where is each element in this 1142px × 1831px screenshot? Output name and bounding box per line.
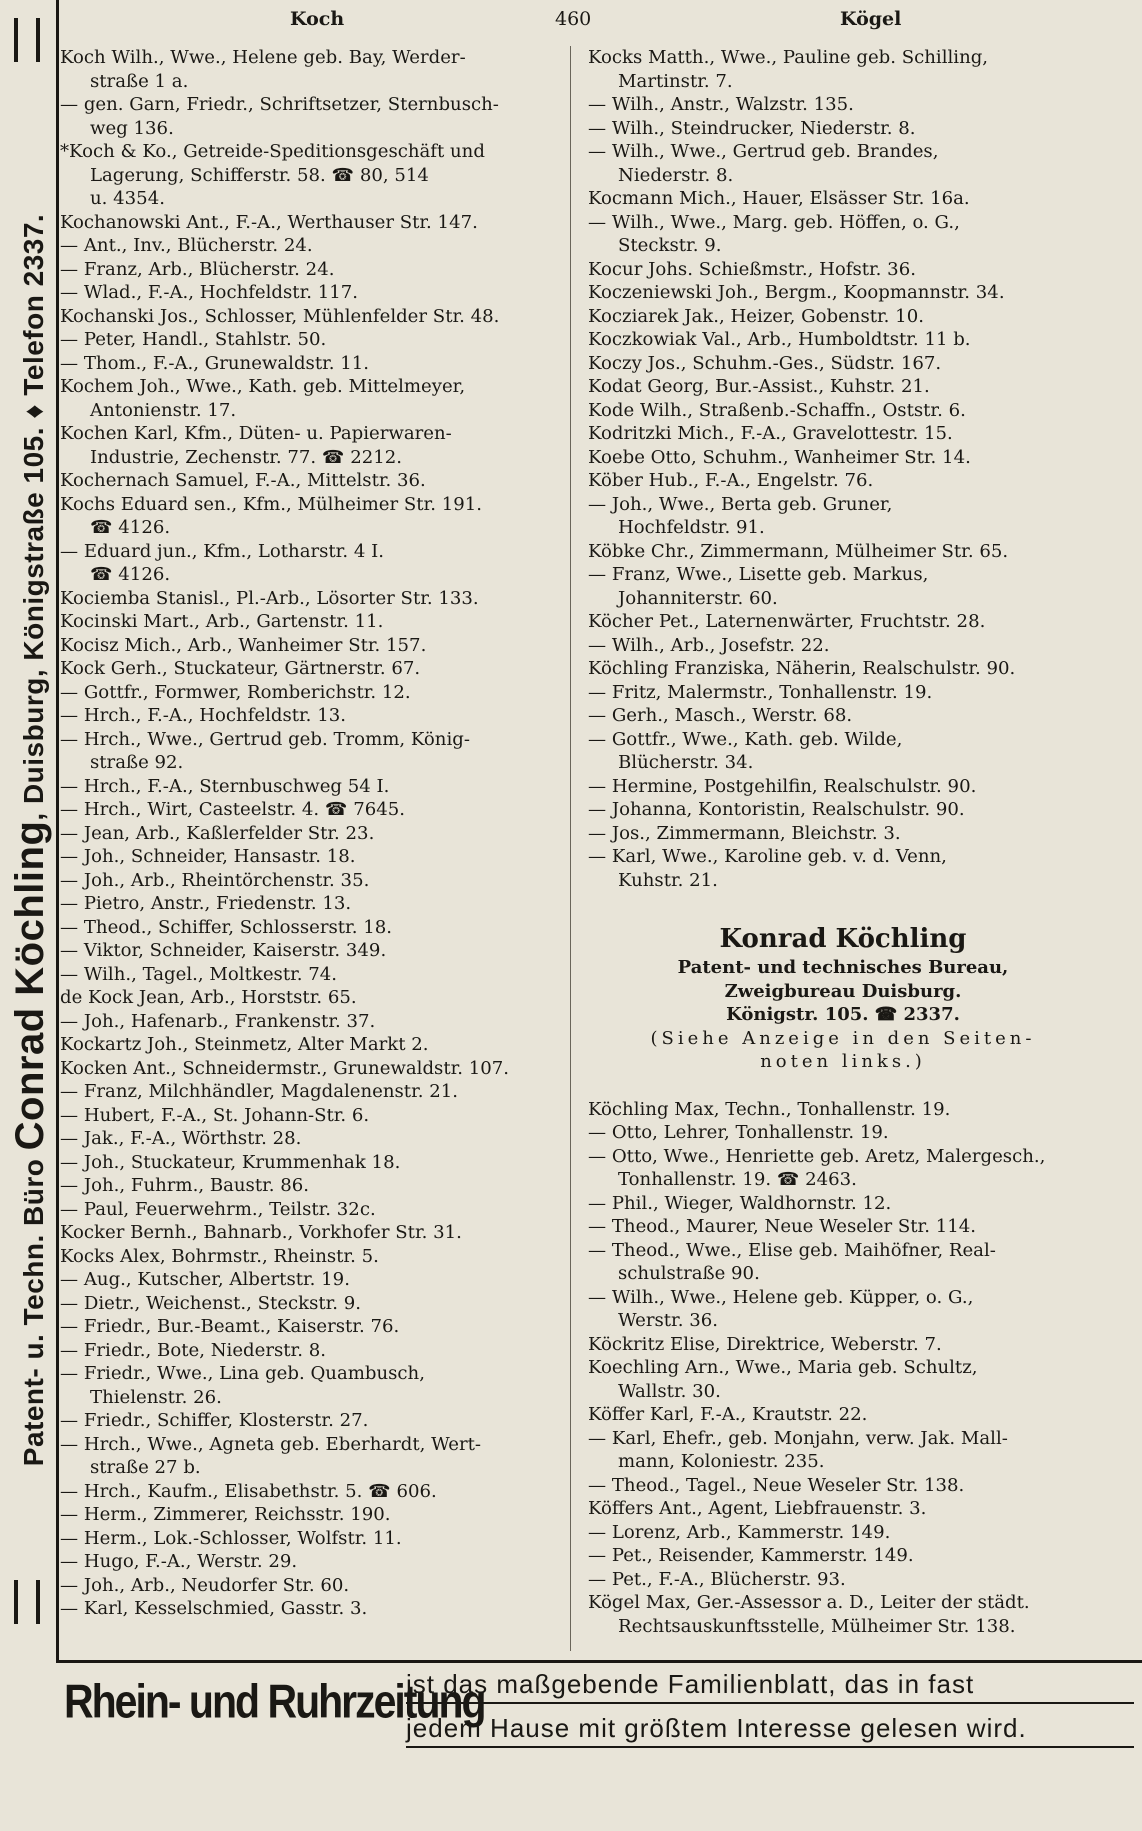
entry-continuation: Niederstr. 8. <box>618 164 734 186</box>
entry-line: — Fritz, Malermstr., Tonhallenstr. 19. <box>588 681 933 703</box>
entry-line: — Eduard jun., Kfm., Lotharstr. 4 I. <box>60 540 385 562</box>
ad-line-2: Zweigbureau Duisburg. <box>724 980 962 1002</box>
directory-entry <box>588 1474 1098 1498</box>
directory-entry <box>60 1574 560 1598</box>
directory-entry <box>60 1127 560 1151</box>
directory-entry <box>60 916 560 940</box>
directory-entry <box>60 1198 560 1222</box>
directory-entry <box>588 117 1098 141</box>
directory-entry <box>60 1292 560 1316</box>
entry-line: de Kock Jean, Arb., Horststr. 65. <box>60 987 357 1008</box>
entry-line: — Phil., Wieger, Waldhornstr. 12. <box>588 1192 892 1214</box>
entry-continuation: Johanniterstr. 60. <box>618 587 778 609</box>
entry-line: Kodat Georg, Bur.-Assist., Kuhstr. 21. <box>588 376 930 397</box>
side-text-b: Conrad Köchling <box>8 820 52 1151</box>
directory-entry <box>588 1544 1098 1568</box>
company-advertisement <box>588 922 1098 1074</box>
right-column-bottom <box>588 1098 1098 1639</box>
directory-entry <box>60 1480 560 1504</box>
entry-line: Köbke Chr., Zimmermann, Mülheimer Str. 65. <box>588 540 1009 562</box>
directory-entry <box>60 822 560 846</box>
entry-line: — Otto, Wwe., Henriette geb. Aretz, Malergesch., <box>588 1145 1046 1167</box>
directory-entry <box>588 258 1098 282</box>
entry-line: Kocks Matth., Wwe., Pauline geb. Schilling, <box>588 47 989 68</box>
entry-continuation: Kuhstr. 21. <box>618 869 718 891</box>
directory-entry <box>588 140 1098 187</box>
right-column <box>588 46 1098 1638</box>
entry-line: Kocisz Mich., Arb., Wanheimer Str. 157. <box>60 634 427 656</box>
directory-entry <box>588 211 1098 258</box>
entry-line: — Karl, Ehefr., geb. Monjahn, verw. Jak. Mall- <box>588 1427 1008 1449</box>
directory-entry <box>60 281 560 305</box>
entry-line: — Joh., Stuckateur, Krummenhak 18. <box>60 1151 401 1173</box>
entry-line: Köcher Pet., Laternenwärter, Fruchtstr. 28. <box>588 611 986 632</box>
entry-line: Koechling Arn., Wwe., Maria geb. Schultz, <box>588 1357 978 1378</box>
directory-entry <box>60 1104 560 1128</box>
entry-line: — Joh., Hafenarb., Frankenstr. 37. <box>60 1010 376 1032</box>
entry-line: — Herm., Lok.-Schlosser, Wolfstr. 11. <box>60 1527 402 1549</box>
directory-entry <box>60 46 560 93</box>
entry-line: Köber Hub., F.-A., Engelstr. 76. <box>588 470 874 491</box>
directory-entry <box>60 493 560 540</box>
entry-line: — Wilh., Wwe., Marg. geb. Höffen, o. G., <box>588 211 960 233</box>
directory-entry <box>60 1339 560 1363</box>
entry-line: — Otto, Lehrer, Tonhallenstr. 19. <box>588 1122 889 1143</box>
directory-entry <box>588 1568 1098 1592</box>
entry-line: Kode Wilh., Straßenb.-Schaffn., Oststr. 6. <box>588 399 966 421</box>
directory-entry <box>588 610 1098 634</box>
entry-continuation: straße 1 a. <box>90 70 189 92</box>
entry-continuation: Blücherstr. 34. <box>618 752 754 773</box>
entry-continuation: Rechtsauskunftsstelle, Mülheimer Str. 138. <box>618 1615 1016 1637</box>
entry-line: — Paul, Feuerwehrm., Teilstr. 32c. <box>60 1198 376 1220</box>
entry-line: — Karl, Wwe., Karoline geb. v. d. Venn, <box>588 846 947 867</box>
directory-entry <box>588 775 1098 799</box>
entry-line: Kochanski Jos., Schlosser, Mühlenfelder Str. 48. <box>60 305 500 327</box>
entry-line: Kochem Joh., Wwe., Kath. geb. Mittelmeyer, <box>60 376 466 397</box>
entry-line: *Koch & Ko., Getreide-Speditionsgeschäft und <box>60 141 485 162</box>
entry-line: Kochs Eduard sen., Kfm., Mülheimer Str. 191. <box>60 493 482 515</box>
banner-line-1: ist das maßgebende Familienblatt, das in fast <box>406 1669 1134 1704</box>
entry-continuation: Wallstr. 30. <box>618 1380 721 1402</box>
entry-line: Kock Gerh., Stuckateur, Gärtnerstr. 67. <box>60 658 421 679</box>
entry-line: Köchling Franziska, Näherin, Realschulstr. 90. <box>588 658 1016 679</box>
entry-continuation: schulstraße 90. <box>618 1263 760 1284</box>
directory-entry <box>60 93 560 140</box>
directory-entry <box>60 1315 560 1339</box>
entry-line: — Hrch., Kaufm., Elisabethstr. 5. ☎ 606. <box>60 1480 437 1502</box>
directory-entry <box>60 1409 560 1433</box>
directory-entry <box>60 587 560 611</box>
directory-entry <box>588 1215 1098 1239</box>
page-header <box>60 8 1136 42</box>
directory-entry <box>60 234 560 258</box>
side-advertisement-text <box>5 60 55 1620</box>
entry-line: — Pet., F.-A., Blücherstr. 93. <box>588 1568 846 1590</box>
directory-entry <box>60 704 560 728</box>
side-advertisement <box>0 0 59 1660</box>
entry-line: — Pet., Reisender, Kammerstr. 149. <box>588 1545 914 1566</box>
entry-continuation: Tonhallenstr. 19. ☎ 2463. <box>618 1169 857 1190</box>
directory-entry <box>588 187 1098 211</box>
entry-line: — Joh., Arb., Neudorfer Str. 60. <box>60 1574 350 1596</box>
directory-entry <box>60 211 560 235</box>
entry-line: Kocur Johs. Schießmstr., Hofstr. 36. <box>588 258 916 280</box>
entry-line: — Wilh., Arb., Josefstr. 22. <box>588 634 830 656</box>
entry-line: — Johanna, Kontoristin, Realschulstr. 90. <box>588 799 965 820</box>
entry-line: — gen. Garn, Friedr., Schriftsetzer, Sternbusch- <box>60 94 499 115</box>
directory-entry <box>60 728 560 775</box>
entry-line: — Franz, Wwe., Lisette geb. Markus, <box>588 564 929 585</box>
directory-entry <box>60 775 560 799</box>
directory-entry <box>588 352 1098 376</box>
entry-line: Köckritz Elise, Direktrice, Weberstr. 7. <box>588 1333 942 1355</box>
entry-line: — Pietro, Anstr., Friedenstr. 13. <box>60 893 352 914</box>
entry-continuation: straße 27 b. <box>90 1457 201 1478</box>
directory-entry <box>60 986 560 1010</box>
entry-line: — Dietr., Weichenst., Steckstr. 9. <box>60 1292 362 1314</box>
entry-line: — Hrch., Wwe., Agneta geb. Eberhardt, Wert- <box>60 1433 482 1455</box>
entry-continuation: Werstr. 36. <box>618 1310 718 1331</box>
ad-note-2: noten links.) <box>760 1051 926 1072</box>
entry-continuation: u. 4354. <box>90 188 165 209</box>
entry-line: — Wilh., Wwe., Helene geb. Küpper, o. G., <box>588 1286 974 1308</box>
directory-entry <box>60 422 560 469</box>
directory-entry <box>60 1268 560 1292</box>
directory-entry <box>588 46 1098 93</box>
ad-note-1: (Siehe Anzeige in den Seiten- <box>650 1027 1036 1049</box>
directory-entry <box>588 1121 1098 1145</box>
entry-line: — Friedr., Wwe., Lina geb. Quambusch, <box>60 1363 425 1384</box>
directory-entry <box>588 1521 1098 1545</box>
ad-line-1: Patent- und technisches Bureau, <box>677 957 1009 978</box>
entry-line: — Franz, Arb., Blücherstr. 24. <box>60 258 335 280</box>
entry-line: Kocker Bernh., Bahnarb., Vorkhofer Str. 31. <box>60 1222 462 1243</box>
directory-entry <box>60 1033 560 1057</box>
directory-entry <box>588 563 1098 610</box>
directory-entry <box>588 493 1098 540</box>
entry-line: — Hubert, F.-A., St. Johann-Str. 6. <box>60 1104 370 1126</box>
directory-entry <box>60 1362 560 1409</box>
directory-entry <box>60 657 560 681</box>
entry-line: Kociemba Stanisl., Pl.-Arb., Lösorter Str. 133. <box>60 587 479 609</box>
entry-line: — Friedr., Bur.-Beamt., Kaiserstr. 76. <box>60 1316 400 1337</box>
ad-line-3: Königstr. 105. ☎ 2337. <box>726 1004 960 1025</box>
directory-entry <box>60 610 560 634</box>
entry-line: — Herm., Zimmerer, Reichsstr. 190. <box>60 1504 391 1525</box>
entry-line: — Theod., Tagel., Neue Weseler Str. 138. <box>588 1474 965 1496</box>
entry-line: — Thom., F.-A., Grunewaldstr. 11. <box>60 352 370 374</box>
entry-line: Kocziarek Jak., Heizer, Gobenstr. 10. <box>588 305 924 327</box>
directory-entry <box>60 258 560 282</box>
entry-line: — Hrch., Wwe., Gertrud geb. Tromm, König- <box>60 728 470 750</box>
side-text-a: Patent- u. Techn. Büro <box>18 1150 49 1467</box>
side-ornament-bottom <box>14 1580 40 1624</box>
directory-entry <box>60 1550 560 1574</box>
directory-entry <box>60 1057 560 1081</box>
directory-entry <box>60 869 560 893</box>
entry-line: — Gottfr., Formwer, Romberichstr. 12. <box>60 681 411 703</box>
entry-line: — Franz, Milchhändler, Magdalenenstr. 21. <box>60 1081 459 1102</box>
entry-line: — Jak., F.-A., Wörthstr. 28. <box>60 1128 302 1149</box>
directory-entry <box>60 1080 560 1104</box>
entry-line: Kochernach Samuel, F.-A., Mittelstr. 36. <box>60 470 426 491</box>
entry-line: — Wilh., Steindrucker, Niederstr. 8. <box>588 117 916 139</box>
directory-entry <box>588 281 1098 305</box>
directory-entry <box>588 422 1098 446</box>
ad-title: Konrad Köchling <box>719 924 967 954</box>
directory-entry <box>588 540 1098 564</box>
directory-entry <box>60 798 560 822</box>
directory-entry <box>588 1333 1098 1357</box>
entry-line: Koczeniewski Joh., Bergm., Koopmannstr. 34. <box>588 282 1005 303</box>
directory-entry <box>588 1591 1098 1638</box>
directory-entry <box>588 469 1098 493</box>
header-right-keyword: Kögel <box>840 8 902 30</box>
entry-line: — Peter, Handl., Stahlstr. 50. <box>60 329 327 350</box>
entry-line: — Joh., Arb., Rheintörchenstr. 35. <box>60 869 370 891</box>
entry-line: — Theod., Wwe., Elise geb. Maihöfner, Real- <box>588 1239 996 1261</box>
directory-entry <box>588 798 1098 822</box>
directory-entry <box>60 1245 560 1269</box>
entry-continuation: Industrie, Zechenstr. 77. ☎ 2212. <box>90 446 403 468</box>
directory-entry <box>60 469 560 493</box>
entry-continuation: Lagerung, Schifferstr. 58. ☎ 80, 514 <box>90 164 429 186</box>
entry-line: Kocmann Mich., Hauer, Elsässer Str. 16a. <box>588 188 970 209</box>
directory-entry <box>60 1503 560 1527</box>
directory-entry <box>588 822 1098 846</box>
directory-entry <box>588 634 1098 658</box>
directory-entry <box>60 352 560 376</box>
entry-continuation: Antonienstr. 17. <box>90 399 237 421</box>
entry-line: — Friedr., Schiffer, Klosterstr. 27. <box>60 1410 369 1431</box>
column-divider <box>570 46 571 1651</box>
directory-entry <box>588 1239 1098 1286</box>
directory-entry <box>60 963 560 987</box>
side-text-c: , Duisburg, Königstraße 105. ♦ Telefon 2337. <box>18 213 49 821</box>
entry-line: — Wilh., Wwe., Gertrud geb. Brandes, <box>588 141 939 162</box>
directory-entry <box>588 704 1098 728</box>
directory-entry <box>588 681 1098 705</box>
entry-continuation: ☎ 4126. <box>90 517 171 538</box>
bottom-banner <box>56 1660 1142 1831</box>
right-column-top <box>588 46 1098 892</box>
entry-line: Kodritzki Mich., F.-A., Gravelottestr. 15. <box>588 423 953 444</box>
directory-entry <box>60 140 560 211</box>
entry-continuation: straße 92. <box>90 752 184 773</box>
entry-line: Köffer Karl, F.-A., Krautstr. 22. <box>588 1404 868 1425</box>
entry-line: — Jean, Arb., Kaßlerfelder Str. 23. <box>60 822 375 844</box>
directory-entry <box>60 845 560 869</box>
header-left-keyword: Koch <box>290 8 345 30</box>
entry-line: — Joh., Wwe., Berta geb. Gruner, <box>588 493 893 515</box>
directory-entry <box>588 328 1098 352</box>
entry-continuation: mann, Koloniestr. 235. <box>618 1451 825 1472</box>
entry-line: Koebe Otto, Schuhm., Wanheimer Str. 14. <box>588 446 971 468</box>
entry-continuation: Steckstr. 9. <box>618 235 722 256</box>
directory-entry <box>60 375 560 422</box>
directory-entry <box>588 1145 1098 1192</box>
entry-line: Koczkowiak Val., Arb., Humboldtstr. 11 b. <box>588 329 971 350</box>
entry-continuation: weg 136. <box>90 117 174 139</box>
directory-entry <box>588 1192 1098 1216</box>
entry-line: — Joh., Fuhrm., Baustr. 86. <box>60 1175 310 1196</box>
directory-entry <box>60 634 560 658</box>
entry-line: — Wilh., Tagel., Moltkestr. 74. <box>60 963 338 985</box>
entry-line: — Gottfr., Wwe., Kath. geb. Wilde, <box>588 728 903 750</box>
directory-entry <box>60 1174 560 1198</box>
directory-entry <box>60 939 560 963</box>
entry-line: Köffers Ant., Agent, Liebfrauenstr. 3. <box>588 1498 927 1519</box>
entry-continuation: Martinstr. 7. <box>618 70 733 92</box>
entry-line: Koch Wilh., Wwe., Helene geb. Bay, Werder- <box>60 47 466 68</box>
directory-entry <box>588 375 1098 399</box>
directory-entry <box>588 1286 1098 1333</box>
page-number: 460 <box>555 8 592 30</box>
directory-entry <box>588 305 1098 329</box>
entry-line: — Theod., Schiffer, Schlosserstr. 18. <box>60 916 392 938</box>
entry-line: — Friedr., Bote, Niederstr. 8. <box>60 1339 326 1361</box>
entry-line: — Karl, Kesselschmied, Gasstr. 3. <box>60 1598 368 1619</box>
entry-line: Kochen Karl, Kfm., Düten- u. Papierwaren- <box>60 423 452 444</box>
entry-continuation: Hochfeldstr. 91. <box>618 517 765 538</box>
left-column <box>60 46 560 1621</box>
directory-entry <box>588 728 1098 775</box>
banner-title: Rhein- und Ruhrzeitung <box>64 1675 485 1728</box>
entry-continuation: Thielenstr. 26. <box>90 1386 222 1408</box>
directory-entry <box>60 1527 560 1551</box>
entry-line: — Theod., Maurer, Neue Weseler Str. 114. <box>588 1216 976 1237</box>
entry-line: — Lorenz, Arb., Kammerstr. 149. <box>588 1521 891 1543</box>
entry-line: — Hrch., F.-A., Hochfeldstr. 13. <box>60 705 346 726</box>
entry-continuation: ☎ 4126. <box>90 564 171 585</box>
entry-line: — Jos., Zimmermann, Bleichstr. 3. <box>588 822 901 844</box>
entry-line: Kögel Max, Ger.-Assessor a. D., Leiter der städt. <box>588 1592 1030 1613</box>
entry-line: — Hugo, F.-A., Werstr. 29. <box>60 1551 298 1572</box>
entry-line: — Joh., Schneider, Hansastr. 18. <box>60 846 356 867</box>
entry-line: — Aug., Kutscher, Albertstr. 19. <box>60 1269 350 1290</box>
entry-line: Kochanowski Ant., F.-A., Werthauser Str. 147. <box>60 211 478 233</box>
directory-entry <box>60 1010 560 1034</box>
directory-entry <box>588 446 1098 470</box>
entry-line: — Wilh., Anstr., Walzstr. 135. <box>588 94 854 115</box>
entry-line: — Ant., Inv., Blücherstr. 24. <box>60 235 313 256</box>
entry-line: Kocken Ant., Schneidermstr., Grunewaldstr. 107. <box>60 1057 510 1079</box>
banner-line-2: jedem Hause mit größtem Interesse gelesen wird. <box>406 1713 1134 1748</box>
directory-entry <box>588 1497 1098 1521</box>
directory-entry <box>588 1427 1098 1474</box>
entry-line: — Hrch., F.-A., Sternbuschweg 54 I. <box>60 775 390 797</box>
directory-entry <box>588 399 1098 423</box>
entry-line: Kocks Alex, Bohrmstr., Rheinstr. 5. <box>60 1245 379 1267</box>
directory-entry <box>60 1597 560 1621</box>
directory-entry <box>588 93 1098 117</box>
directory-entry <box>60 305 560 329</box>
entry-line: — Gerh., Masch., Werstr. 68. <box>588 705 853 726</box>
directory-entry <box>60 1433 560 1480</box>
directory-entry <box>60 1151 560 1175</box>
entry-line: — Wlad., F.-A., Hochfeldstr. 117. <box>60 282 359 303</box>
entry-line: Koczy Jos., Schuhm.-Ges., Südstr. 167. <box>588 352 942 374</box>
entry-line: — Viktor, Schneider, Kaiserstr. 349. <box>60 940 387 961</box>
directory-entry <box>588 1098 1098 1122</box>
entry-line: Köchling Max, Techn., Tonhallenstr. 19. <box>588 1098 951 1120</box>
directory-entry <box>588 1356 1098 1403</box>
entry-line: Kockartz Joh., Steinmetz, Alter Markt 2. <box>60 1034 429 1055</box>
directory-entry <box>60 1221 560 1245</box>
directory-entry <box>588 657 1098 681</box>
entry-line: — Hermine, Postgehilfin, Realschulstr. 90. <box>588 775 977 797</box>
directory-entry <box>588 1403 1098 1427</box>
directory-entry <box>60 328 560 352</box>
directory-entry <box>60 681 560 705</box>
directory-entry <box>60 540 560 587</box>
directory-entry <box>60 892 560 916</box>
entry-line: Kocinski Mart., Arb., Gartenstr. 11. <box>60 611 384 632</box>
entry-line: — Hrch., Wirt, Casteelstr. 4. ☎ 7645. <box>60 799 406 820</box>
side-ornament-top <box>14 18 40 62</box>
directory-entry <box>588 845 1098 892</box>
